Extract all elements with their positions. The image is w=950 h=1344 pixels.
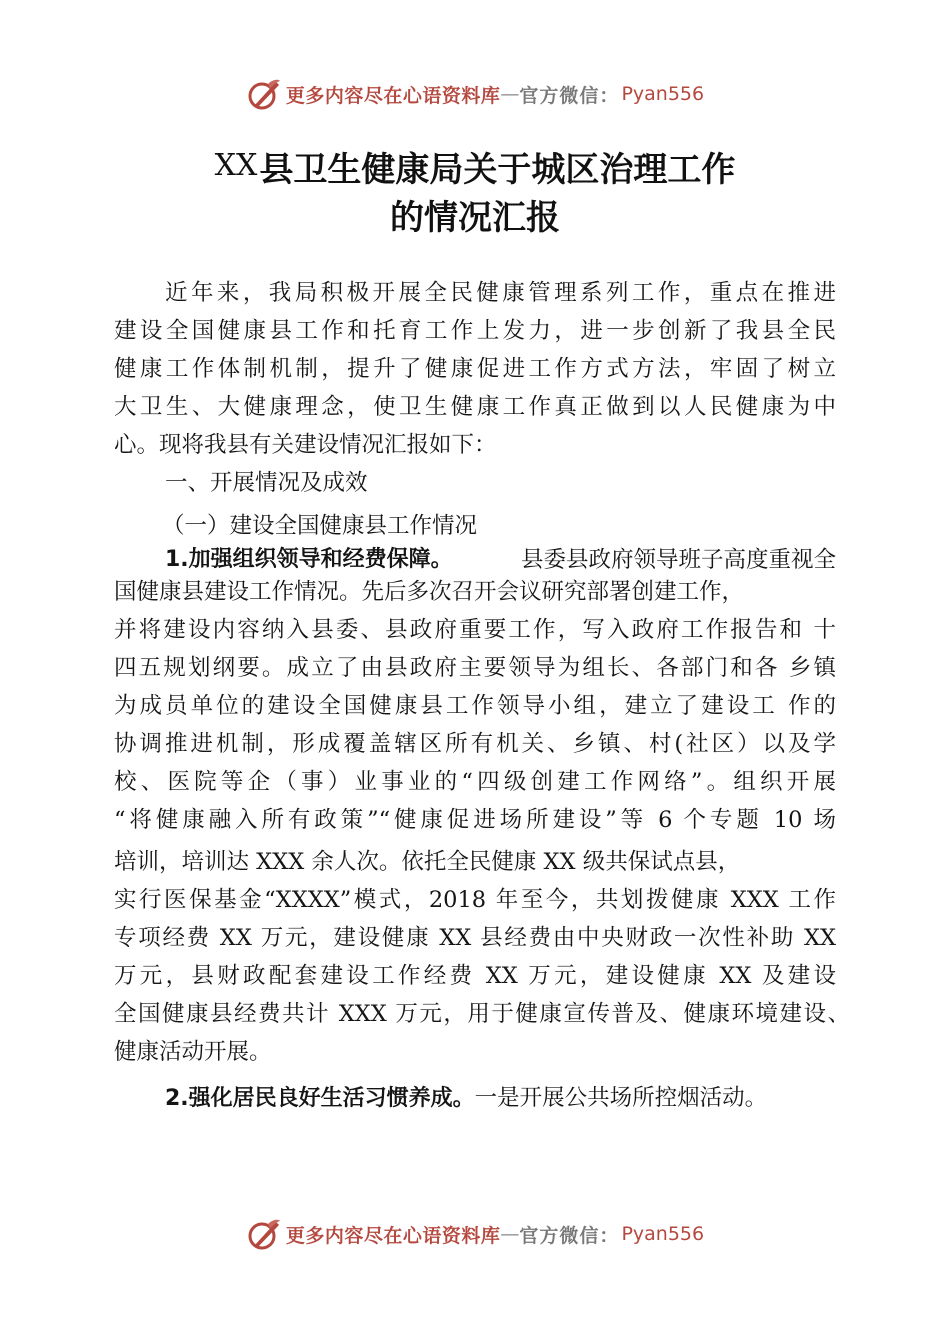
p1-line-1: 近年来，我局积极开展全民健康管理系列工作，重点在推进 xyxy=(165,280,836,306)
title-line-1 xyxy=(0,142,950,194)
title-prefix: XX xyxy=(214,148,258,183)
header-banner xyxy=(0,74,950,114)
s1-bold-heading: 1.加强组织领导和经费保障。 xyxy=(165,547,453,572)
p1-line-5: 心。现将我县有关建设情况汇报如下： xyxy=(114,432,497,458)
s1-line-11: 专项经费 XX 万元，建设健康 XX 县经费由中央财政一次性补助 XX xyxy=(114,925,836,951)
title-line-2: 的情况汇报 xyxy=(390,198,560,238)
s1-line-12: 万元，县财政配套建设工作经费 XX 万元，建设健康 XX 及建设 xyxy=(114,963,836,989)
s1-line-9: 培训，培训达 XXX 余人次。依托全民健康 XX 级共保试点县， xyxy=(114,849,741,875)
title-line-1-text: 县卫生健康局关于城区治理工作 xyxy=(259,150,736,190)
s1-line-10: 实行医保基金“XXXX”模式，2018 年至今，共划拨健康 XXX 工作 xyxy=(114,887,836,913)
s1-line-1-text: 县委县政府领导班子高度重视全 xyxy=(520,547,836,573)
s1-line-5: 为成员单位的建设全国健康县工作领导小组，建立了建设工 作的 xyxy=(114,693,836,719)
banner-separator: — xyxy=(500,1223,520,1245)
banner-brand: 更多内容尽在心语资料库 xyxy=(285,84,501,107)
s2-bold-heading: 2.强化居民良好生活习惯养成。 xyxy=(165,1086,475,1111)
s1-line-14: 健康活动开展。 xyxy=(114,1039,272,1065)
s1-line-4: 四五规划纲要。成立了由县政府主要领导为组长、各部门和各 乡镇 xyxy=(114,655,836,681)
s1-line-3: 并将建设内容纳入县委、县政府重要工作，写入政府工作报告和 十 xyxy=(114,617,836,643)
banner-wechat-id: Pyan556 xyxy=(621,83,705,105)
s1-line-7: 校、医院等企（事）业事业的“四级创建工作网络”。组织开展 xyxy=(114,769,836,795)
s1-line-6: 协调推进机制，形成覆盖辖区所有机关、乡镇、村(社区）以及学 xyxy=(114,731,836,757)
p1-line-3: 健康工作体制机制，提升了健康促进工作方式方法，牢固了树立 xyxy=(114,356,836,382)
banner-wechat-id: Pyan556 xyxy=(621,1223,705,1245)
s2-line-1 xyxy=(165,1083,767,1114)
banner-brand: 更多内容尽在心语资料库 xyxy=(285,1224,501,1247)
p1-line-2: 建设全国健康县工作和托育工作上发力，进一步创新了我县全民 xyxy=(114,318,836,344)
s2-line-1-text: 一是开展公共场所控烟活动。 xyxy=(474,1085,768,1111)
s1-line-2: 国健康县建设工作情况。先后多次召开会议研究部署创建工作， xyxy=(114,579,745,605)
quill-logo-icon xyxy=(246,1216,282,1252)
s1-line-8: “将健康融入所有政策”“健康促进场所建设”等 6 个专题 10 场 xyxy=(114,807,836,833)
banner-wechat-label: 官方微信： xyxy=(519,1224,620,1247)
subsection-heading-1: （一）建设全国健康县工作情况 xyxy=(162,513,478,539)
section-heading-1: 一、开展情况及成效 xyxy=(165,470,368,496)
footer-banner xyxy=(0,1214,950,1254)
banner-wechat-label: 官方微信： xyxy=(519,84,620,107)
p1-line-4: 大卫生、大健康理念，使卫生健康工作真正做到以人民健康为中 xyxy=(114,394,836,420)
banner-separator: — xyxy=(500,83,520,105)
quill-logo-icon xyxy=(246,76,282,112)
s1-line-13: 全国健康县经费共计 XXX 万元，用于健康宣传普及、健康环境建设、 xyxy=(114,1001,850,1027)
document-title xyxy=(0,142,950,242)
s1-line-1 xyxy=(165,545,836,575)
